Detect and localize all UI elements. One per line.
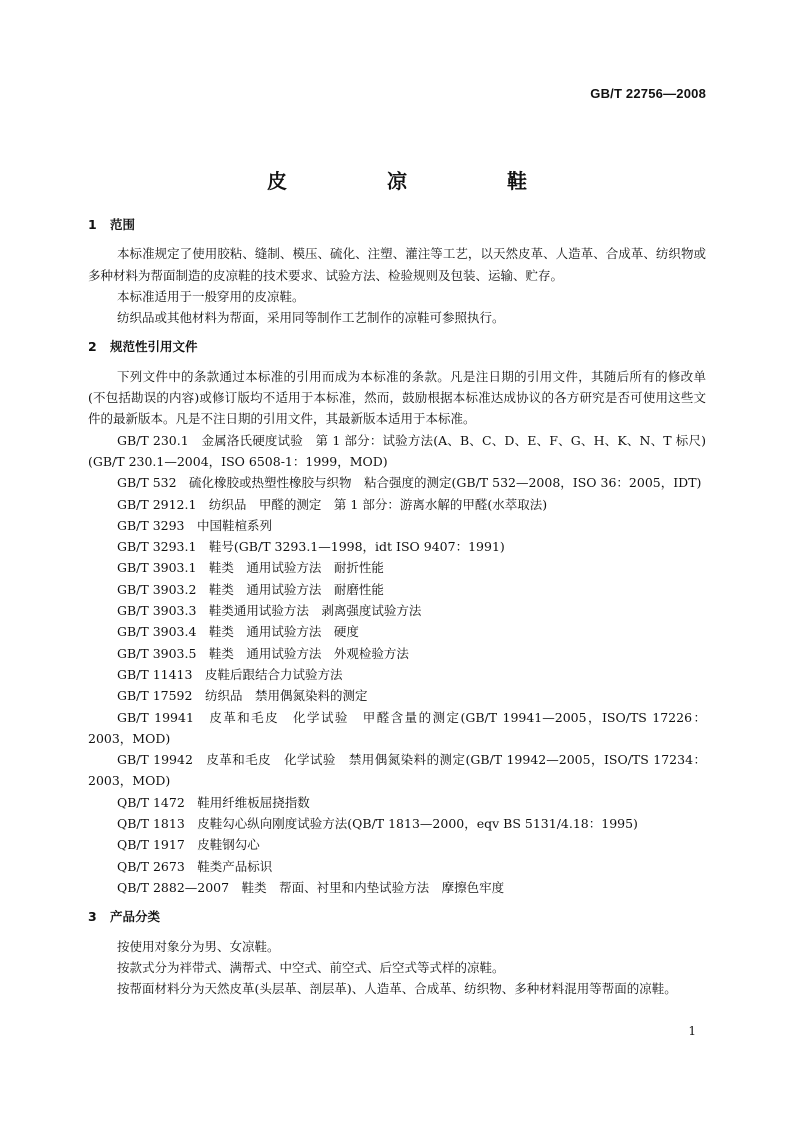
section-title: 规范性引用文件 <box>110 339 198 355</box>
paragraph: 本标准规定了使用胶粘、缝制、模压、硫化、注塑、灌注等工艺，以天然皮革、人造革、合成革、纺织物或多种材料为帮面制造的皮凉鞋的技术要求、试验方法、检验规则及包装、运输、贮存。 <box>88 246 706 283</box>
section-1 <box>88 214 706 328</box>
reference-item: GB/T 3903.1 鞋类 通用试验方法 耐折性能 <box>117 560 384 576</box>
reference-item: GB/T 3293 中国鞋楦系列 <box>117 517 273 533</box>
paragraph: 纺织品或其他材料为帮面，采用同等制作工艺制作的凉鞋可参照执行。 <box>117 310 505 326</box>
reference-item: QB/T 2673 鞋类产品标识 <box>117 858 273 874</box>
paragraph: 按款式分为袢带式、满帮式、中空式、前空式、后空式等式样的凉鞋。 <box>117 959 505 975</box>
section-3 <box>88 906 706 999</box>
paragraph: 按使用对象分为男、女凉鞋。 <box>117 938 280 954</box>
reference-item: GB/T 3903.3 鞋类通用试验方法 剥离强度试验方法 <box>117 603 422 619</box>
standard-code: GB/T 22756—2008 <box>590 86 706 101</box>
section-title: 产品分类 <box>110 909 161 925</box>
document-body <box>88 214 706 999</box>
reference-item: QB/T 1917 皮鞋钢勾心 <box>117 837 260 853</box>
reference-item: GB/T 19942 皮革和毛皮 化学试验 禁用偶氮染料的测定(GB/T 19942—2005，ISO/TS 17234：2003，MOD) <box>88 752 706 789</box>
section-heading <box>88 214 706 235</box>
reference-item: GB/T 3903.4 鞋类 通用试验方法 硬度 <box>117 624 359 640</box>
reference-item: GB/T 11413 皮鞋后跟结合力试验方法 <box>117 666 343 682</box>
section-number: 3 <box>88 909 97 925</box>
reference-item: GB/T 2912.1 纺织品 甲醛的测定 第 1 部分：游离水解的甲醛(水萃取法) <box>117 496 548 512</box>
paragraph: 本标准适用于一般穿用的皮凉鞋。 <box>117 288 305 304</box>
section-title: 范围 <box>110 217 136 232</box>
reference-item: QB/T 1472 鞋用纤维板屈挠指数 <box>117 794 310 810</box>
paragraph: 按帮面材料分为天然皮革(头层革、剖层革)、人造革、合成革、纺织物、多种材料混用等帮面的凉鞋。 <box>117 981 677 997</box>
section-heading <box>88 336 706 357</box>
document-title: 皮 凉 鞋 <box>267 169 567 194</box>
section-number: 1 <box>88 217 97 232</box>
reference-item: GB/T 230.1 金属洛氏硬度试验 第 1 部分：试验方法(A、B、C、D、E、F、G、H、K、N、T 标尺)(GB/T 230.1—2004，ISO 6508-1：1999，MOD) <box>88 432 706 469</box>
reference-item: GB/T 3903.2 鞋类 通用试验方法 耐磨性能 <box>117 581 384 597</box>
reference-item: GB/T 532 硫化橡胶或热塑性橡胶与织物 粘合强度的测定(GB/T 532—2008，ISO 36：2005，IDT) <box>117 475 702 491</box>
reference-item: GB/T 17592 纺织品 禁用偶氮染料的测定 <box>117 688 368 704</box>
reference-item: QB/T 2882—2007 鞋类 帮面、衬里和内垫试验方法 摩擦色牢度 <box>117 879 505 895</box>
reference-item: GB/T 3293.1 鞋号(GB/T 3293.1—1998，idt ISO 9407：1991) <box>117 539 505 555</box>
page-number: 1 <box>688 1024 696 1038</box>
reference-item: GB/T 19941 皮革和毛皮 化学试验 甲醛含量的测定(GB/T 19941—2005，ISO/TS 17226：2003，MOD) <box>88 709 706 746</box>
reference-item: GB/T 3903.5 鞋类 通用试验方法 外观检验方法 <box>117 645 409 661</box>
section-number: 2 <box>88 339 97 355</box>
section-2 <box>88 336 706 898</box>
reference-item: QB/T 1813 皮鞋勾心纵向刚度试验方法(QB/T 1813—2000，eqv BS 5131/4.18：1995) <box>117 816 638 832</box>
section-heading <box>88 906 706 927</box>
paragraph: 下列文件中的条款通过本标准的引用而成为本标准的条款。凡是注日期的引用文件，其随后所有的修改单(不包括勘误的内容)或修订版均不适用于本标准，然而，鼓励根据本标准达成协议的各方研究是否可使用这些文件的最新版本。凡是不注日期的引用文件，其最新版本适用于本标准。 <box>88 368 706 427</box>
